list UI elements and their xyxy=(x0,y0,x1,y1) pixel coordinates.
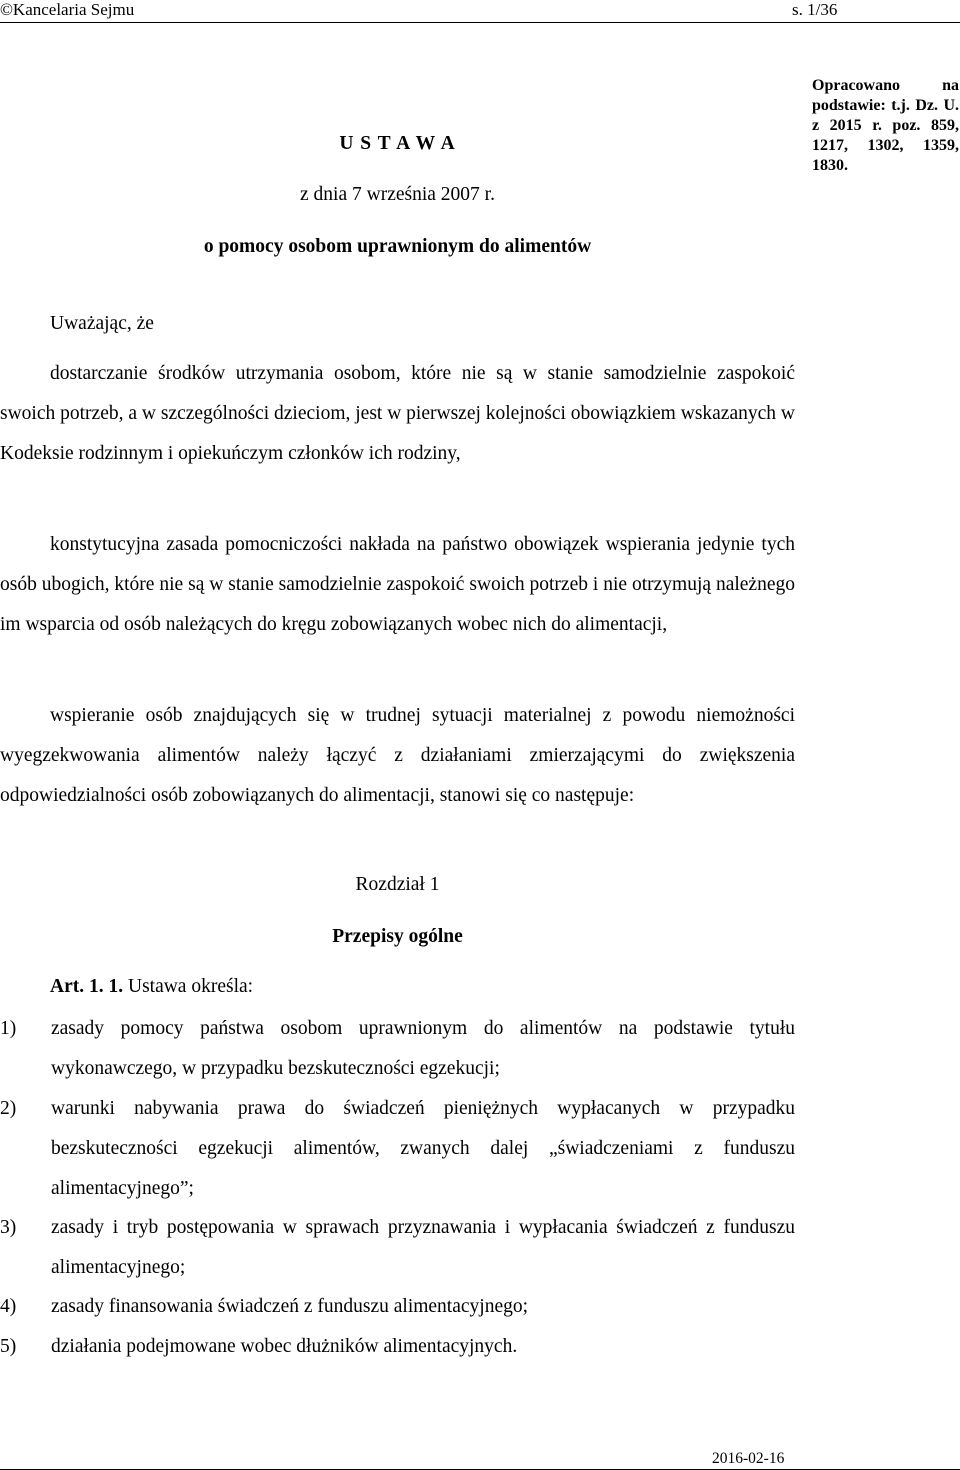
header-page-number: s. 1/36 xyxy=(792,0,838,19)
list-item xyxy=(0,1327,795,1367)
header-copyright: ©Kancelaria Sejmu xyxy=(0,0,135,19)
article-label: Art. 1. 1. xyxy=(50,976,124,997)
footer-date: 2016-02-16 xyxy=(712,1450,785,1467)
list-item-number: 3) xyxy=(0,1217,17,1238)
list-item-number: 4) xyxy=(0,1296,17,1317)
preamble-paragraph-2: konstytucyjna zasada pomocniczości nakłada na państwo obowiązek wspierania jedynie tych osób ubogich, które nie są w stanie samodzielnie zaspokoić swoich potrzeb i nie otrzymują należnego im wsparcia od osób należących do kręgu zobowiązanych wobec nich do alimentacji, xyxy=(0,534,795,635)
list-item xyxy=(0,1089,795,1209)
preamble-intro: Uważając, że xyxy=(50,313,154,334)
article-heading xyxy=(50,976,253,998)
act-date: z dnia 7 września 2007 r. xyxy=(300,184,495,205)
list-item-text: warunki nabywania prawa do świadczeń pieniężnych wypłacanych w przypadku bezskuteczności egzekucji alimentów, zwanych dalej „świadczeniami z funduszu alimentacyjnego”; xyxy=(51,1098,795,1199)
list-item-number: 5) xyxy=(0,1336,17,1357)
source-note: Opracowano na podstawie: t.j. Dz. U. z 2015 r. poz. 859, 1217, 1302, 1359, 1830. xyxy=(812,77,959,174)
preamble-paragraph-3: wspieranie osób znajdujących się w trudnej sytuacji materialnej z powodu niemożności wyegzekwowania alimentów należy łączyć z działaniami zmierzającymi do zwiększenia odpowiedzialności osób zobowiązanych do alimentacji, stanowi się co następuje: xyxy=(0,705,795,806)
header-divider xyxy=(0,22,960,23)
act-subject: o pomocy osobom uprawnionym do alimentów xyxy=(203,236,592,257)
list-item-text: zasady i tryb postępowania w sprawach przyznawania i wypłacania świadczeń z funduszu alimentacyjnego; xyxy=(51,1217,795,1278)
list-item-text: zasady finansowania świadczeń z funduszu alimentacyjnego; xyxy=(51,1296,529,1317)
list-item-text: działania podejmowane wobec dłużników alimentacyjnych. xyxy=(51,1336,518,1357)
list-item-text: zasady pomocy państwa osobom uprawnionym do alimentów na podstawie tytułu wykonawczego, w przypadku bezskuteczności egzekucji; xyxy=(51,1018,795,1079)
act-title: U S T A W A xyxy=(339,133,456,154)
list-item-number: 1) xyxy=(0,1018,17,1039)
chapter-title: Przepisy ogólne xyxy=(332,926,463,947)
list-item xyxy=(0,1287,795,1327)
list-item xyxy=(0,1208,795,1288)
preamble-paragraph-1: dostarczanie środków utrzymania osobom, które nie są w stanie samodzielnie zaspokoić swoich potrzeb, a w szczególności dzieciom, jest w pierwszej kolejności obowiązkiem wskazanych w Kodeksie rodzinnym i opiekuńczym członków ich rodziny, xyxy=(0,363,795,464)
list-item-number: 2) xyxy=(0,1098,17,1119)
list-item xyxy=(0,1009,795,1089)
chapter-number: Rozdział 1 xyxy=(355,874,440,895)
article-intro: Ustawa określa: xyxy=(123,976,254,997)
